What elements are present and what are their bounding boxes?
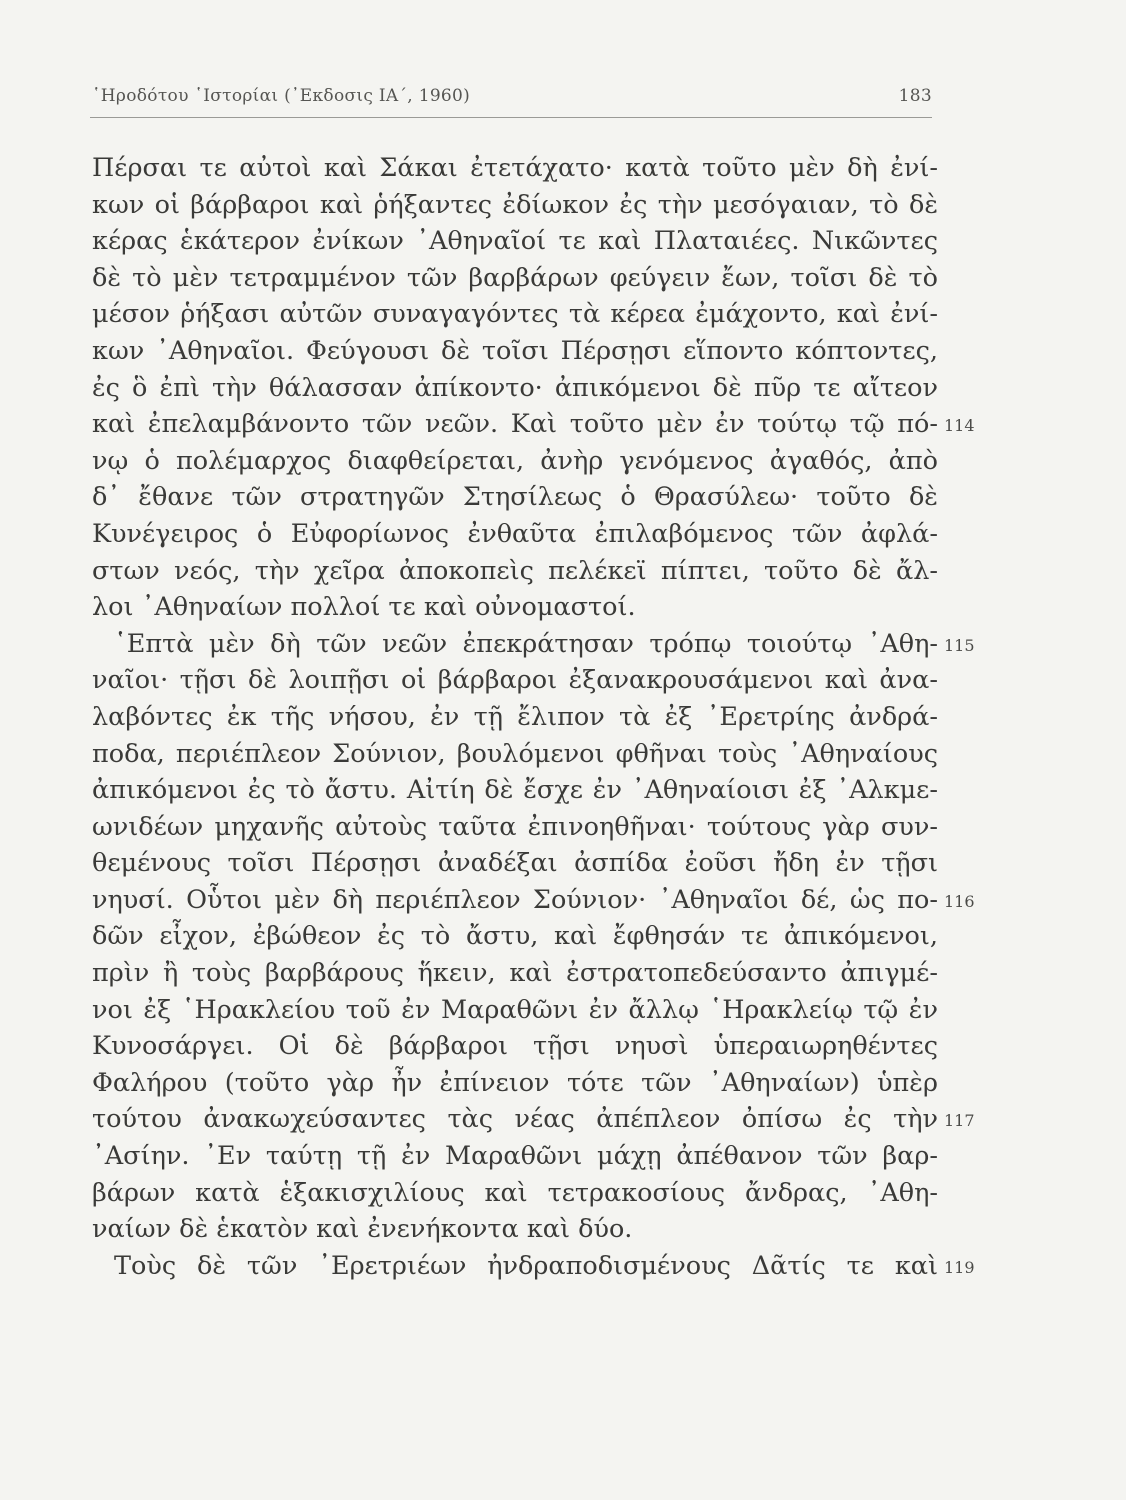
- text-line: θεμένους τοῖσι Πέρσῃσι ἀναδέξαι ἀσπίδα ἐοῦσι ἤδη ἐν τῇσι: [92, 848, 938, 879]
- text-line: λαβόντες ἐκ τῆς νήσου, ἐν τῇ ἔλιπον τὰ ἐξ ᾽Ερετρίης ἀνδρά-: [92, 701, 938, 732]
- section-number: 117: [944, 1111, 975, 1131]
- text-line: μέσον ῥήξασι αὐτῶν συναγαγόντες τὰ κέρεα ἐμάχοντο, καὶ ἐνί-: [92, 299, 938, 330]
- text-line: ἐς ὃ ἐπὶ τὴν θάλασσαν ἀπίκοντο· ἀπικόμενοι δὲ πῦρ τε αἴτεον: [92, 372, 938, 403]
- text-line: κων οἱ βάρβαροι καὶ ῥήξαντες ἐδίωκον ἐς τὴν μεσόγαιαν, τὸ δὲ: [92, 189, 938, 220]
- text-line: λοι ᾽Αθηναίων πολλοί τε καὶ οὐνομαστοί.: [92, 592, 636, 623]
- text-line: καὶ ἐπελαμβάνοντο τῶν νεῶν. Καὶ τοῦτο μὲν ἐν τούτῳ τῷ πό- 114: [92, 406, 938, 443]
- section-number: 119: [944, 1257, 975, 1277]
- section-number: 115: [944, 635, 975, 655]
- text-line: ῾Επτὰ μὲν δὴ τῶν νεῶν ἐπεκράτησαν τρόπῳ τοιούτῳ ᾽Αθη- 115: [92, 626, 938, 663]
- text-line: κέρας ἑκάτερον ἐνίκων ᾽Αθηναῖοί τε καὶ Πλαταιέες. Νικῶντες: [92, 226, 938, 257]
- text-line: ναίων δὲ ἑκατὸν καὶ ἐνενήκοντα καὶ δύο.: [92, 1214, 633, 1245]
- page-number: 183: [898, 86, 932, 106]
- text-line: δ᾽ ἔθανε τῶν στρατηγῶν Στησίλεως ὁ Θρασύλεω· τοῦτο δὲ: [92, 482, 938, 513]
- text-line: νοι ἐξ ῾Ηρακλείου τοῦ ἐν Μαραθῶνι ἐν ἄλλῳ ῾Ηρακλείῳ τῷ ἐν: [92, 994, 938, 1025]
- text-line: Τοὺς δὲ τῶν ᾽Ερετριέων ἠνδραποδισμένους Δᾶτίς τε καὶ 119: [92, 1248, 938, 1285]
- running-title: ῾Ηροδότου ῾Ιστορίαι (᾽Εκδοσις ΙΑ΄, 1960): [92, 86, 471, 106]
- text-line: ποδα, περιέπλεον Σούνιον, βουλόμενοι φθῆναι τοὺς ᾽Αθηναίους: [92, 738, 938, 769]
- text-line: ἀπικόμενοι ἐς τὸ ἄστυ. Αἰτίη δὲ ἔσχε ἐν ᾽Αθηναίοισι ἐξ ᾽Αλκμε-: [92, 775, 938, 806]
- text-line: ναῖοι· τῇσι δὲ λοιπῇσι οἱ βάρβαροι ἐξανακρουσάμενοι καὶ ἀνα-: [92, 665, 938, 696]
- text-line: δὲ τὸ μὲν τετραμμένον τῶν βαρβάρων φεύγειν ἔων, τοῖσι δὲ τὸ: [92, 262, 938, 293]
- text-line: Πέρσαι τε αὐτοὶ καὶ Σάκαι ἐτετάχατο· κατὰ τοῦτο μὲν δὴ ἐνί-: [92, 153, 938, 183]
- text-line: στων νεός, τὴν χεῖρα ἀποκοπεὶς πελέκεϊ πίπτει, τοῦτο δὲ ἄλ-: [92, 555, 938, 586]
- text-line: κων ᾽Αθηναῖοι. Φεύγουσι δὲ τοῖσι Πέρσῃσι εἵποντο κόπτοντες,: [92, 335, 938, 366]
- text-line: ωνιδέων μηχανῆς αὐτοὺς ταῦτα ἐπινοηθῆναι· τούτους γὰρ συν-: [92, 811, 938, 842]
- text-line: νῳ ὁ πολέμαρχος διαφθείρεται, ἀνὴρ γενόμενος ἀγαθός, ἀπὸ: [92, 445, 938, 476]
- text-line: δῶν εἶχον, ἐβώθεον ἐς τὸ ἄστυ, καὶ ἔφθησάν τε ἀπικόμενοι,: [92, 921, 938, 952]
- header-rule: [90, 117, 932, 118]
- text-line: νηυσί. Οὗτοι μὲν δὴ περιέπλεον Σούνιον· ᾽Αθηναῖοι δέ, ὡς πο- 116: [92, 882, 938, 919]
- text-line: Κυνοσάργει. Οἱ δὲ βάρβαροι τῇσι νηυσὶ ὑπεραιωρηθέντες: [92, 1031, 938, 1062]
- text-line: πρὶν ἢ τοὺς βαρβάρους ἥκειν, καὶ ἐστρατοπεδεύσαντο ἀπιγμέ-: [92, 958, 938, 989]
- section-number: 116: [944, 891, 975, 911]
- running-header: [92, 86, 932, 114]
- text-line: βάρων κατὰ ἑξακισχιλίους καὶ τετρακοσίους ἄνδρας, ᾽Αθη-: [92, 1177, 938, 1208]
- text-line: Κυνέγειρος ὁ Εὐφορίωνος ἐνθαῦτα ἐπιλαβόμενος τῶν ἀφλά-: [92, 518, 938, 549]
- text-line: ᾽Ασίην. ᾽Εν ταύτῃ τῇ ἐν Μαραθῶνι μάχῃ ἀπέθανον τῶν βαρ-: [92, 1141, 938, 1172]
- section-number: 114: [944, 416, 975, 436]
- text-body: [92, 150, 975, 1284]
- text-line: Φαλήρου (τοῦτο γὰρ ἦν ἐπίνειον τότε τῶν ᾽Αθηναίων) ὑπὲρ: [92, 1067, 938, 1098]
- text-line: τούτου ἀνακωχεύσαντες τὰς νέας ἀπέπλεον ὀπίσω ἐς τὴν 117: [92, 1101, 938, 1138]
